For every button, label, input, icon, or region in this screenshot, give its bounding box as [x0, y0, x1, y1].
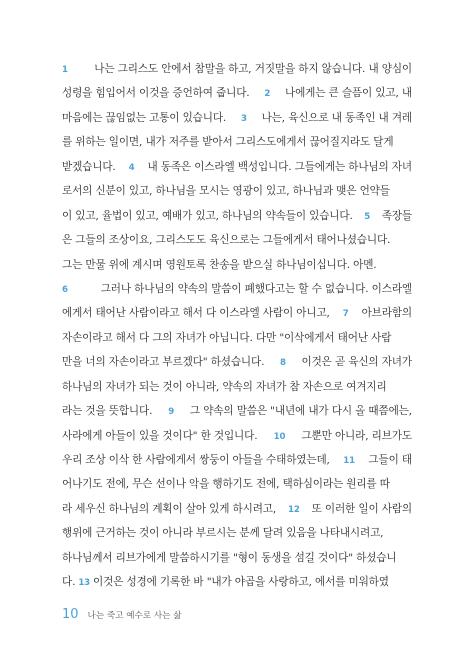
- page-number: 10: [62, 607, 79, 622]
- text-segment: 라 세우신 하나님의 계획이 살아 있게 하시려고,: [62, 502, 277, 515]
- text-segment: 나는 그리스도 안에서 참말을 하고, 거짓말을 하지 않습니다. 내 양심이: [94, 63, 412, 75]
- text-segment: 이것은 곧 육신의 자녀가: [301, 356, 412, 369]
- text-line: [62, 228, 412, 252]
- text-segment: 다.: [62, 576, 76, 589]
- text-segment: 아브라함의: [361, 307, 412, 320]
- text-line: [62, 326, 412, 350]
- text-line: [62, 375, 412, 399]
- text-line: [62, 130, 412, 154]
- verse-number: 3: [240, 113, 247, 124]
- verse-number: 13: [78, 578, 90, 589]
- text-segment: 은 그들의 조상이요, 그리스도도 육신으로는 그들에게서 태어나셨습니다.: [62, 234, 391, 247]
- text-line: [62, 570, 412, 594]
- text-segment: 그들이 태: [368, 454, 412, 466]
- text-line: [62, 399, 412, 423]
- text-segment: 또 이러한 일이 사람의: [311, 502, 412, 515]
- text-segment: 이것은 성경에 기록한 바 "내가 야곱을 사랑하고, 에서를 미워하였: [92, 576, 389, 589]
- text-line: [62, 424, 412, 448]
- text-line: [62, 350, 412, 374]
- text-segment: 행위에 근거하는 것이 아니라 부르시는 분께 달려 있음을 나타내시려고,: [62, 527, 384, 540]
- text-segment: 성령을 힘입어서 이것을 증언하여 줍니다.: [62, 87, 250, 100]
- verse-number: 8: [279, 358, 286, 369]
- text-line: [62, 472, 412, 496]
- text-segment: 어나기도 전에, 무슨 선이나 악을 행하기도 전에, 택하심이라는 원리를 따: [62, 478, 390, 491]
- text-segment: 그뿐만 아니라, 리브가도: [301, 429, 412, 442]
- text-segment: 만을 너의 자손이라고 부르겠다" 하셨습니다.: [62, 356, 265, 369]
- text-segment: 나는, 육신으로 내 동족인 내 겨레: [261, 111, 412, 124]
- text-segment: 내 동족은 이스라엘 백성입니다. 그들에게는 하나님의 자녀: [147, 160, 412, 173]
- text-segment: 하나님께서 리브가에게 말씀하시기를 "형이 동생을 섬길 것이다" 하셨습니: [62, 551, 397, 564]
- verse-number: 9: [168, 407, 175, 418]
- verse-number: 12: [288, 504, 300, 515]
- text-segment: 로서의 신분이 있고, 하나님을 모시는 영광이 있고, 하나님과 맺은 언약들: [62, 185, 390, 198]
- text-line: [62, 277, 412, 301]
- verse-number: 6: [62, 284, 68, 295]
- text-line: [62, 546, 412, 570]
- text-line: [62, 57, 412, 81]
- page-footer: [62, 607, 182, 622]
- verse-number: 5: [364, 211, 371, 222]
- text-segment: 그러나 하나님의 약속의 말씀이 폐했다고는 할 수 없습니다. 이스라엘: [100, 282, 412, 295]
- text-line: [62, 155, 412, 179]
- text-line: [62, 204, 412, 228]
- verse-number: 2: [264, 89, 271, 100]
- verse-number: 1: [62, 65, 68, 75]
- text-segment: 자손이라고 해서 다 그의 자녀가 아닙니다. 다만 "이삭에게서 태어난 사람: [62, 331, 392, 344]
- text-line: [62, 448, 412, 472]
- verse-number: 7: [342, 309, 349, 320]
- verse-number: 10: [273, 431, 286, 442]
- text-segment: 사라에게 아들이 있을 것이다" 한 것입니다.: [62, 429, 258, 442]
- text-segment: 라는 것을 뜻합니다.: [62, 405, 153, 418]
- text-segment: 받겠습니다.: [62, 160, 116, 173]
- verse-number: 4: [128, 162, 135, 173]
- text-segment: 에게서 태어난 사람이라고 해서 다 이스라엘 사람이 아니고,: [62, 307, 330, 320]
- text-segment: 족장들: [381, 209, 412, 222]
- text-line: [62, 179, 412, 203]
- text-segment: 우리 조상 이삭 한 사람에게서 쌍둥이 아들을 수태하였는데,: [62, 454, 330, 466]
- running-title: 나는 죽고 예수로 사는 삶: [87, 611, 182, 621]
- text-segment: 그는 만물 위에 계시며 영원토록 찬송을 받으실 하나님이십니다. 아멘.: [62, 258, 377, 271]
- text-segment: 마음에는 끊임없는 고통이 있습니다.: [62, 111, 227, 124]
- text-line: [62, 521, 412, 545]
- verse-number: 11: [343, 456, 355, 466]
- text-segment: 나에게는 큰 슬픔이 있고, 내: [284, 87, 412, 100]
- text-segment: 하나님의 자녀가 되는 것이 아니라, 약속의 자녀가 참 자손으로 여겨지리: [62, 380, 387, 393]
- text-line: [62, 81, 412, 105]
- text-line: [62, 497, 412, 521]
- text-line: [62, 301, 412, 325]
- text-segment: 를 위하는 일이면, 내가 저주를 받아서 그리스도에게서 끊어질지라도 달게: [62, 136, 394, 149]
- text-segment: 그 약속의 말씀은 "내년에 내가 다시 올 때쯤에는,: [189, 405, 412, 418]
- text-line: [62, 253, 412, 277]
- body-text: [62, 57, 412, 595]
- text-line: [62, 106, 412, 130]
- text-segment: 이 있고, 율법이 있고, 예배가 있고, 하나님의 약속들이 있습니다.: [62, 209, 353, 222]
